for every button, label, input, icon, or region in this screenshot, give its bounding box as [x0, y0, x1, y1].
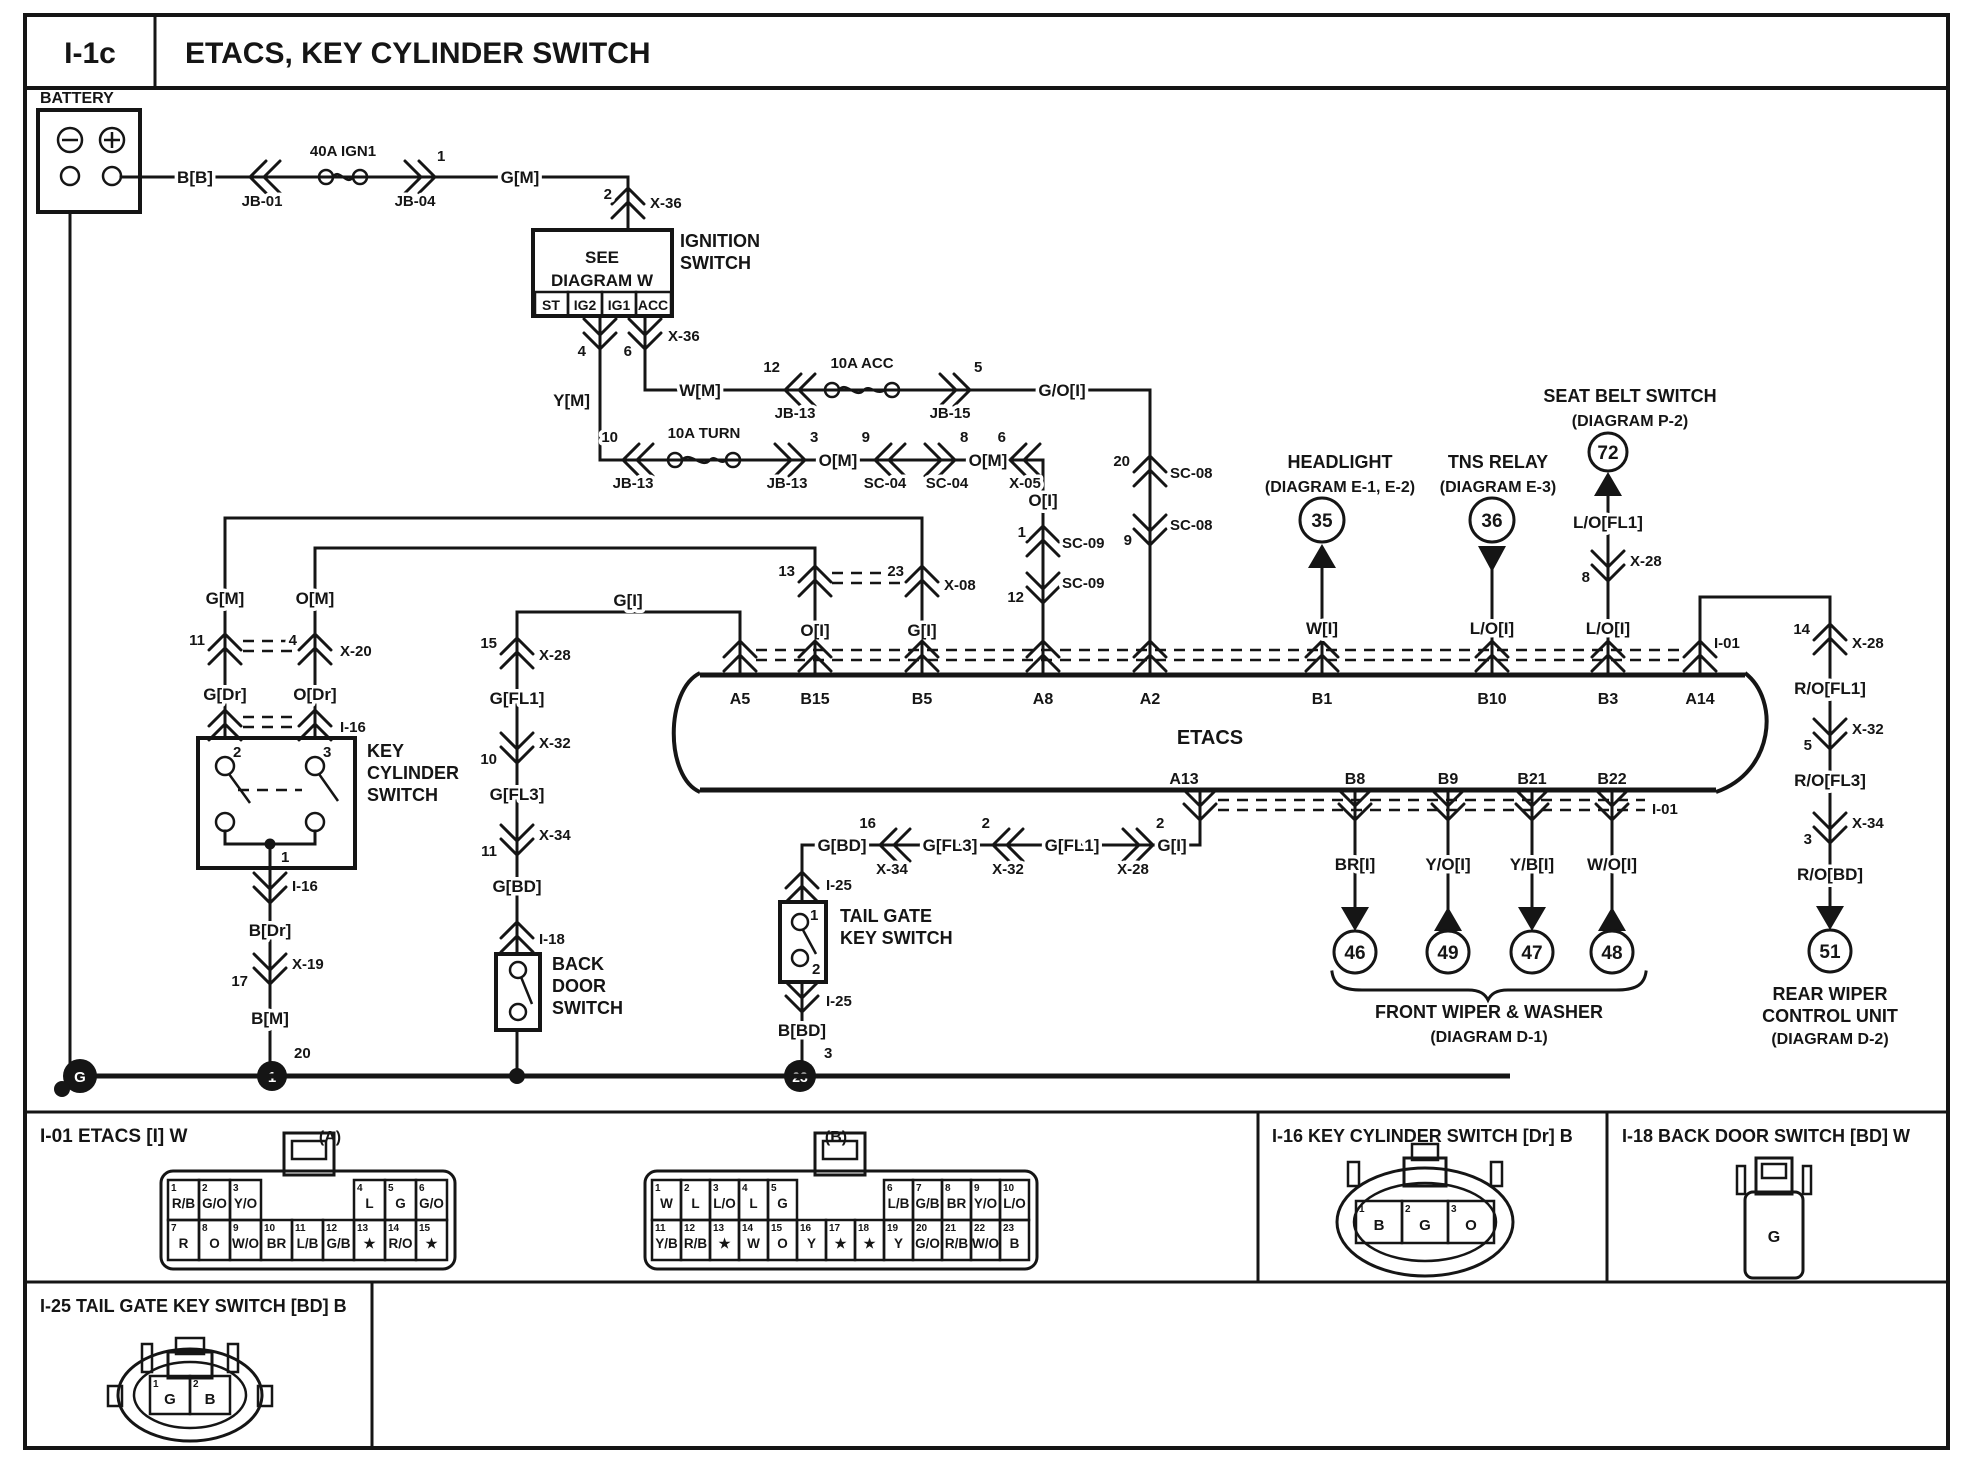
etacs-pin-b21: B21 — [1517, 771, 1547, 788]
wire-label-oi: O[I] — [800, 621, 830, 640]
pin-number: 13 — [713, 1223, 725, 1234]
wire-label-bri: BR[I] — [1334, 855, 1376, 874]
pin-number: 18 — [858, 1223, 870, 1234]
wire-label-odr: O[Dr] — [293, 685, 337, 704]
ignition-see-line2: DIAGRAM W — [551, 271, 653, 290]
pin-label: 20 — [294, 1045, 311, 1062]
pin-number: 1 — [171, 1183, 177, 1194]
etacs-pin-b5: B5 — [911, 691, 933, 708]
connector-label-i01: I-01 — [1652, 801, 1678, 818]
arrow-up-icon — [1598, 907, 1626, 931]
headlight-name: HEADLIGHT — [1287, 452, 1393, 472]
panel-title: I-18 BACK DOOR SWITCH [BD] W — [1622, 1126, 1910, 1146]
connector-label-x32: X-32 — [1852, 721, 1884, 738]
pin-code: G/O — [202, 1196, 227, 1211]
pin-cells-a-bottom — [168, 1220, 447, 1260]
circuit-ref-49: 49 — [1437, 943, 1459, 964]
pin-number: 16 — [800, 1223, 812, 1234]
pin-number: 23 — [1003, 1223, 1015, 1234]
connector-label-sc04: SC-04 — [863, 475, 907, 492]
connector-label-jb04: JB-04 — [394, 193, 436, 210]
etacs-pin-b10: B10 — [1477, 691, 1507, 708]
battery-feed-row — [121, 143, 682, 230]
connector-label-x28: X-28 — [1117, 861, 1149, 878]
tns-relay-circuit — [1440, 452, 1556, 675]
panel-title: I-25 TAIL GATE KEY SWITCH [BD] B — [40, 1296, 347, 1316]
wire-label-ym: Y[M] — [553, 391, 590, 410]
pin-code: L/B — [296, 1236, 319, 1251]
pin-number: 12 — [326, 1223, 338, 1234]
pin-number: 3 — [233, 1183, 239, 1194]
ignition-terminal-ig1: IG1 — [607, 297, 631, 313]
panel-i01 — [40, 1126, 1037, 1269]
connector-label-x28: X-28 — [539, 647, 571, 664]
pin-number: 14 — [388, 1223, 400, 1234]
connector-label-sc09: SC-09 — [1062, 575, 1105, 592]
circuit-ref-36: 36 — [1481, 511, 1503, 532]
pin-number: 19 — [887, 1223, 899, 1234]
fuse-label-40a-ign1: 40A IGN1 — [309, 143, 377, 160]
pin-code: G/B — [326, 1236, 351, 1251]
connector-label-i16: I-16 — [340, 719, 366, 736]
etacs-pin-b22: B22 — [1597, 771, 1627, 788]
connector-label-i01: I-01 — [1714, 635, 1740, 652]
rear-wiper-column — [1700, 597, 1898, 1048]
panel-i16 — [1272, 1126, 1573, 1276]
pin-label: 1 — [1017, 524, 1026, 541]
pin-number: 2 — [684, 1183, 690, 1194]
pin-label: 13 — [778, 563, 795, 580]
pin-label: 10 — [480, 751, 497, 768]
arrow-up-icon — [1308, 544, 1336, 568]
pin-label: 3 — [810, 429, 819, 446]
connector-label-jb13: JB-13 — [766, 475, 808, 492]
pin-code: R/B — [944, 1236, 969, 1251]
pin-code: G — [395, 1196, 406, 1211]
connector-label-i18: I-18 — [539, 931, 565, 948]
etacs-pin-b15: B15 — [800, 691, 830, 708]
pin-code: ★ — [718, 1236, 731, 1251]
back-door-name-line3: SWITCH — [552, 998, 623, 1018]
connector-label-sc09: SC-09 — [1062, 535, 1105, 552]
pin-number: 7 — [916, 1183, 922, 1194]
etacs-pin-a8: A8 — [1032, 691, 1054, 708]
wire-label-gbd: G[BD] — [492, 877, 542, 896]
connector-label-x28: X-28 — [1630, 553, 1662, 570]
ignition-see-line1: SEE — [584, 248, 620, 267]
wire-label-oi: O[I] — [1028, 491, 1058, 510]
etacs-pin-b1: B1 — [1311, 691, 1333, 708]
connector-panels — [25, 1112, 1948, 1448]
pin-number: 11 — [655, 1223, 666, 1234]
pin-label: 3 — [323, 744, 332, 761]
pin-number: 2 — [1405, 1204, 1411, 1215]
pin-code: ★ — [834, 1236, 847, 1251]
pin-code: G — [1767, 1229, 1781, 1246]
connector-label-x05: X-05 — [1009, 475, 1041, 492]
wire-label-om: O[M] — [968, 451, 1008, 470]
pin-label: 1 — [810, 907, 819, 924]
pin-number: 2 — [202, 1183, 208, 1194]
pin-number: 5 — [771, 1183, 777, 1194]
pin-label: 16 — [859, 815, 876, 832]
pin-number: 20 — [916, 1223, 928, 1234]
fuse-label-10a-acc: 10A ACC — [830, 355, 894, 372]
circuit-ref-47: 47 — [1521, 943, 1543, 964]
pin-label: 8 — [960, 429, 969, 446]
etacs-pin-b3: B3 — [1597, 691, 1619, 708]
connector-label-x20: X-20 — [340, 643, 372, 660]
connector-label-i25: I-25 — [826, 993, 852, 1010]
seat-belt-circuit — [1543, 386, 1716, 675]
pin-label: 2 — [981, 815, 990, 832]
pin-label: 5 — [974, 359, 983, 376]
pin-number: 8 — [202, 1223, 208, 1234]
circuit-ref-35: 35 — [1311, 511, 1333, 532]
ground-label: G — [74, 1069, 86, 1086]
wire-label-woi: W/O[I] — [1586, 855, 1638, 874]
pin-label: 11 — [481, 843, 497, 860]
pin-cells-b-bottom — [652, 1220, 1029, 1260]
wire-label-gdr: G[Dr] — [203, 685, 247, 704]
pin-code: W — [660, 1196, 673, 1211]
wire-label-lofl1: L/O[FL1] — [1573, 513, 1643, 532]
pin-cells-a-top — [168, 1180, 447, 1220]
pin-label: 4 — [288, 632, 297, 649]
connector-label-jb13: JB-13 — [612, 475, 654, 492]
panel-title: I-01 ETACS [I] W — [40, 1126, 188, 1147]
pin-label: 12 — [1007, 589, 1024, 606]
wire-label-loi: L/O[I] — [1469, 619, 1515, 638]
ignition-terminal-acc: ACC — [637, 297, 669, 313]
wire-label-bbd: B[BD] — [777, 1021, 827, 1040]
panel-title: I-16 KEY CYLINDER SWITCH [Dr] B — [1272, 1126, 1573, 1146]
pin-number: 21 — [945, 1223, 957, 1234]
pin-number: 4 — [357, 1183, 363, 1194]
wire-label-gm: G[M] — [500, 168, 540, 187]
rear-wiper-name-line2: CONTROL UNIT — [1762, 1006, 1898, 1026]
pin-code: Y/O — [233, 1196, 258, 1211]
circuit-ref-48: 48 — [1601, 943, 1623, 964]
pin-number: 3 — [1451, 1204, 1457, 1215]
wire-label-gi: G[I] — [613, 591, 643, 610]
pin-number: 9 — [233, 1223, 239, 1234]
chassis-ground-icon — [54, 1081, 70, 1097]
key-cylinder-name-line1: KEY — [367, 741, 405, 761]
pin-code: O — [1465, 1217, 1477, 1234]
panel-i18 — [1622, 1126, 1910, 1278]
pin-number: 7 — [171, 1223, 177, 1234]
etacs-right-brace — [1716, 673, 1767, 792]
tailgate-name-line2: KEY SWITCH — [840, 928, 953, 948]
tns-diagram-ref: (DIAGRAM E-3) — [1439, 479, 1557, 496]
pin-label: 5 — [1803, 737, 1812, 754]
pin-label: 23 — [887, 563, 904, 580]
pin-label: 1 — [437, 148, 446, 165]
connector-b-label: (B) — [824, 1129, 848, 1146]
pin-label: 14 — [1793, 621, 1810, 638]
wire-label-bm: B[M] — [251, 1009, 289, 1028]
connector-label-x34: X-34 — [539, 827, 571, 844]
seat-belt-name: SEAT BELT SWITCH — [1543, 386, 1717, 406]
connector-label-i25: I-25 — [826, 877, 852, 894]
wire-label-yoi: Y/O[I] — [1425, 855, 1471, 874]
ignition-terminal-st: ST — [542, 297, 560, 313]
wire-label-gm: G[M] — [205, 589, 245, 608]
pin-label: 20 — [1113, 453, 1130, 470]
ground-node-number: 23 — [792, 1069, 808, 1085]
wire-label-ybi: Y/B[I] — [1509, 855, 1555, 874]
pin-code: BR — [266, 1236, 287, 1251]
pin-code: W/O — [232, 1236, 259, 1251]
frame — [25, 15, 1948, 1448]
pin-label: 4 — [577, 343, 586, 360]
wire-label-gfl1: G[FL1] — [1044, 836, 1100, 855]
back-door-name-line1: BACK — [552, 954, 604, 974]
connector-label-x32: X-32 — [992, 861, 1024, 878]
pin-label: 9 — [861, 429, 870, 446]
tailgate-name-line1: TAIL GATE — [840, 906, 932, 926]
key-cylinder-name-line3: SWITCH — [367, 785, 438, 805]
pin-code: G/B — [915, 1196, 940, 1211]
pin-number: 11 — [295, 1223, 306, 1234]
wire-label-bdr: B[Dr] — [248, 921, 292, 940]
pin-label: 8 — [1581, 569, 1590, 586]
battery — [38, 90, 140, 1076]
wire-label-om: O[M] — [295, 589, 335, 608]
pin-label: 17 — [231, 973, 248, 990]
back-door-column — [480, 591, 740, 1084]
pin-code: R/B — [683, 1236, 708, 1251]
pin-code: ★ — [863, 1236, 876, 1251]
wire-label-om: O[M] — [818, 451, 858, 470]
pin-label: 12 — [763, 359, 780, 376]
ignition-name-line2: SWITCH — [680, 253, 751, 273]
pin-code: Y — [893, 1236, 904, 1251]
pin-number: 10 — [264, 1223, 276, 1234]
connector-label-x36: X-36 — [650, 195, 682, 212]
pin-code: G — [777, 1196, 788, 1211]
connector-label-x28: X-28 — [1852, 635, 1884, 652]
pin-label: 11 — [189, 632, 205, 649]
headlight-diagram-ref: (DIAGRAM E-1, E-2) — [1264, 479, 1416, 496]
wire-label-gbd: G[BD] — [817, 836, 867, 855]
pin-number: 9 — [974, 1183, 980, 1194]
arrow-up-icon — [1594, 472, 1622, 496]
connector-label-i16: I-16 — [292, 878, 318, 895]
pin-number: 10 — [1003, 1183, 1015, 1194]
connector-label-sc04: SC-04 — [925, 475, 969, 492]
pin-label: 3 — [1803, 831, 1812, 848]
pin-label: 2 — [812, 961, 821, 978]
pin-code: O — [777, 1236, 788, 1251]
pin-code: R/O — [388, 1236, 413, 1251]
pin-number: 17 — [829, 1223, 841, 1234]
pin-code: B — [1373, 1217, 1385, 1234]
rear-wiper-diagram-ref: (DIAGRAM D-2) — [1771, 1031, 1889, 1048]
page-title: ETACS, KEY CYLINDER SWITCH — [185, 37, 651, 70]
arrow-down-icon — [1518, 907, 1546, 931]
connector-label-jb13: JB-13 — [774, 405, 816, 422]
pin-code: Y/O — [973, 1196, 998, 1211]
front-wiper-diagram-ref: (DIAGRAM D-1) — [1430, 1029, 1548, 1046]
circuit-ref-51: 51 — [1819, 942, 1841, 963]
rear-wiper-name-line1: REAR WIPER — [1772, 984, 1888, 1004]
etacs-pin-b8: B8 — [1344, 771, 1366, 788]
wire-label-gfl1: G[FL1] — [489, 689, 545, 708]
pin-label: 1 — [281, 849, 290, 866]
tns-name: TNS RELAY — [1447, 452, 1549, 472]
group-brace — [1332, 972, 1646, 1000]
pin-number: 3 — [713, 1183, 719, 1194]
connector-label-x34: X-34 — [876, 861, 908, 878]
pin-number: 5 — [388, 1183, 394, 1194]
pin-cells-b-top — [652, 1180, 1029, 1220]
pin-code: Y/B — [655, 1236, 678, 1251]
etacs-left-brace — [674, 673, 700, 792]
pin-number: 15 — [419, 1223, 431, 1234]
ground-node-number: 1 — [267, 1069, 277, 1086]
pin-label: 9 — [1123, 532, 1132, 549]
etacs-unit — [674, 635, 1767, 820]
pin-code: L/O — [1003, 1196, 1026, 1211]
panel-i25 — [40, 1296, 347, 1441]
pin-code: L — [749, 1196, 758, 1211]
wire-label-robd: R/O[BD] — [1796, 865, 1864, 884]
key-cylinder-name-line2: CYLINDER — [367, 763, 460, 783]
pin-code: L — [691, 1196, 700, 1211]
pin-number: 1 — [153, 1379, 159, 1390]
etacs-pin-b9: B9 — [1437, 771, 1459, 788]
circuit-ref-72: 72 — [1597, 443, 1619, 464]
pin-number: 15 — [771, 1223, 783, 1234]
wire-label-goi: G/O[I] — [1038, 381, 1086, 400]
pin-label: 15 — [480, 635, 497, 652]
diagram-code: I-1c — [64, 37, 116, 70]
connector-label-jb01: JB-01 — [241, 193, 283, 210]
pin-number: 2 — [193, 1379, 199, 1390]
pin-number: 8 — [945, 1183, 951, 1194]
pin-code: B — [204, 1391, 216, 1408]
pin-code: Y — [806, 1236, 817, 1251]
wire-label-gi: G[I] — [907, 621, 937, 640]
pin-number: 6 — [887, 1183, 893, 1194]
connector-a-label: (A) — [318, 1129, 342, 1146]
pin-number: 1 — [655, 1183, 661, 1194]
wire-label-wm: W[M] — [679, 381, 721, 400]
pin-label: 3 — [824, 1045, 833, 1062]
pin-code: G/O — [915, 1236, 940, 1251]
wire-label-wi: W[I] — [1305, 619, 1339, 638]
arrow-down-icon — [1478, 546, 1506, 572]
x08-connector-row — [778, 563, 975, 640]
wire-label-gi: G[I] — [1157, 836, 1187, 855]
wire-label-rofl3: R/O[FL3] — [1794, 771, 1866, 790]
wire-label-gfl3: G[FL3] — [489, 785, 545, 804]
pin-code: G/O — [419, 1196, 444, 1211]
pin-code: ★ — [363, 1236, 376, 1251]
pin-label: 2 — [1156, 815, 1165, 832]
pin-code: B — [1009, 1236, 1020, 1251]
pin-code: L/O — [713, 1196, 736, 1211]
arrow-down-icon — [1816, 906, 1844, 930]
seat-belt-diagram-ref: (DIAGRAM P-2) — [1571, 413, 1689, 430]
pin-code: R — [178, 1236, 189, 1251]
arrow-down-icon — [1341, 907, 1369, 931]
connector-label-x34: X-34 — [1852, 815, 1884, 832]
pin-number: 22 — [974, 1223, 986, 1234]
ignition-name-line1: IGNITION — [680, 231, 760, 251]
fuse-label-10a-turn: 10A TURN — [667, 425, 741, 442]
pin-label: 6 — [997, 429, 1006, 446]
wire-label-bb: B[B] — [177, 168, 213, 187]
arrow-up-icon — [1434, 907, 1462, 931]
pin-code: G — [1419, 1217, 1431, 1234]
wire-label-gfl3: G[FL3] — [922, 836, 978, 855]
pin-label: 10 — [601, 429, 618, 446]
battery-label: BATTERY — [40, 90, 114, 107]
connector-label-x36: X-36 — [668, 328, 700, 345]
pin-code: R/B — [171, 1196, 196, 1211]
etacs-pin-a14: A14 — [1685, 691, 1715, 708]
headlight-circuit — [1265, 452, 1415, 675]
etacs-pin-a13: A13 — [1169, 771, 1199, 788]
front-wiper-circuits — [1332, 790, 1646, 1046]
pin-code: L/B — [887, 1196, 910, 1211]
back-door-name-line2: DOOR — [552, 976, 606, 996]
etacs-label: ETACS — [1176, 727, 1244, 749]
front-wiper-name: FRONT WIPER & WASHER — [1375, 1002, 1603, 1022]
pin-number: 12 — [684, 1223, 696, 1234]
pin-number: 4 — [742, 1183, 748, 1194]
connector-label-x19: X-19 — [292, 956, 324, 973]
pin-number: 14 — [742, 1223, 754, 1234]
connector-label-sc08: SC-08 — [1170, 517, 1213, 534]
pin-number: 1 — [1359, 1204, 1365, 1215]
pin-label: 6 — [623, 343, 632, 360]
circuit-ref-46: 46 — [1344, 943, 1366, 964]
pin-label: 2 — [233, 744, 242, 761]
pin-code: G — [164, 1391, 176, 1408]
pin-code: O — [209, 1236, 220, 1251]
pin-code: BR — [946, 1196, 967, 1211]
pin-code: W/O — [972, 1236, 999, 1251]
pin-code: L — [365, 1196, 374, 1211]
pin-number: 13 — [357, 1223, 369, 1234]
wire-label-loi: L/O[I] — [1585, 619, 1631, 638]
connector-label-jb15: JB-15 — [929, 405, 971, 422]
connector-label-sc08: SC-08 — [1170, 465, 1213, 482]
connector-label-x32: X-32 — [539, 735, 571, 752]
etacs-pin-a5: A5 — [729, 691, 751, 708]
etacs-pin-a2: A2 — [1139, 691, 1161, 708]
wire-label-rofl1: R/O[FL1] — [1794, 679, 1866, 698]
pin-number: 6 — [419, 1183, 425, 1194]
turn-fuse-row — [600, 425, 1105, 675]
ignition-terminal-ig2: IG2 — [573, 297, 597, 313]
pin-code: W — [747, 1236, 760, 1251]
connector-label-x08: X-08 — [944, 577, 976, 594]
pin-label: 2 — [603, 186, 612, 203]
pin-code: ★ — [425, 1236, 438, 1251]
tailgate-branch — [778, 790, 1200, 1092]
